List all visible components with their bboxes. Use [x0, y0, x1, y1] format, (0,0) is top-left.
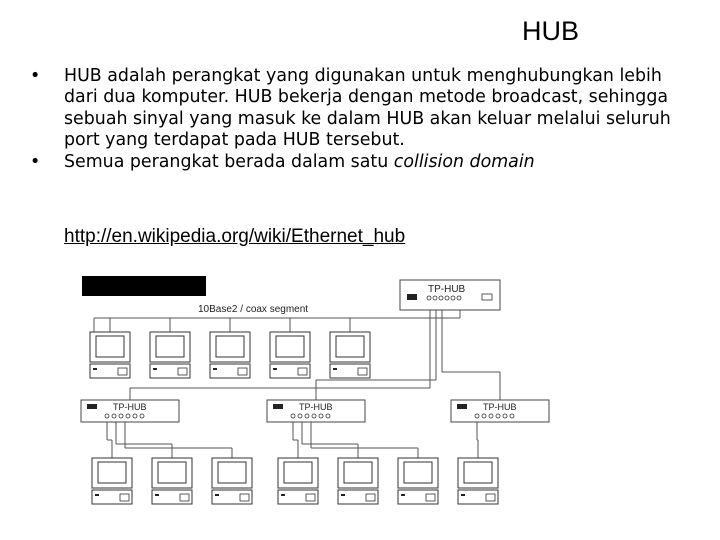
bullet-list: [30, 66, 690, 173]
computer-icon: [90, 332, 130, 378]
sub-hub: [81, 400, 179, 422]
sub-hub: [267, 400, 365, 422]
computer-icon: [152, 458, 192, 504]
computer-icon: [338, 458, 378, 504]
computer-icon: [270, 332, 310, 378]
sub-hub-label: TP-HUB: [113, 402, 147, 412]
main-hub: [400, 280, 500, 310]
computer-icon: [398, 458, 438, 504]
computer-icon: [212, 458, 252, 504]
bullet-item: [30, 66, 690, 152]
bullet-icon: •: [30, 66, 41, 86]
computer-icon: [210, 332, 250, 378]
computer-icon: [278, 458, 318, 504]
computer-icon: [150, 332, 190, 378]
sub-hub-label: TP-HUB: [483, 402, 517, 412]
hub-led-icon: [457, 404, 467, 409]
coax-segment-label: 10Base2 / coax segment: [198, 304, 309, 315]
hub-led-icon: [273, 404, 283, 409]
sub-hub: [451, 400, 549, 422]
bullet-text: Semua perangkat berada dalam satu: [64, 151, 394, 172]
redacted-label-bar: [82, 276, 206, 296]
main-hub-label: TP-HUB: [428, 284, 466, 295]
bullet-text: HUB adalah perangkat yang digunakan untuk menghubungkan lebih dari dua komputer. HUB bekerja dengan metode broadcast, sehingga sebuah sinyal yang masuk ke dalam HUB akan keluar melalui seluruh port yang terdapat pada HUB tersebut.: [64, 66, 671, 151]
hub-led-icon: [87, 404, 97, 409]
hub-led-icon: [407, 294, 417, 300]
bullet-italic-text: collision domain: [393, 151, 535, 172]
computer-icon: [458, 458, 498, 504]
bullet-icon: •: [30, 151, 41, 172]
computer-icon: [92, 458, 132, 504]
sub-hub-label: TP-HUB: [299, 402, 333, 412]
wikipedia-link[interactable]: http://en.wikipedia.org/wiki/Ethernet_hub: [64, 226, 406, 247]
hub-network-diagram: [80, 270, 517, 510]
bullet-item: [30, 152, 690, 173]
computer-icon: [330, 332, 370, 378]
slide-title: HUB: [522, 16, 580, 46]
